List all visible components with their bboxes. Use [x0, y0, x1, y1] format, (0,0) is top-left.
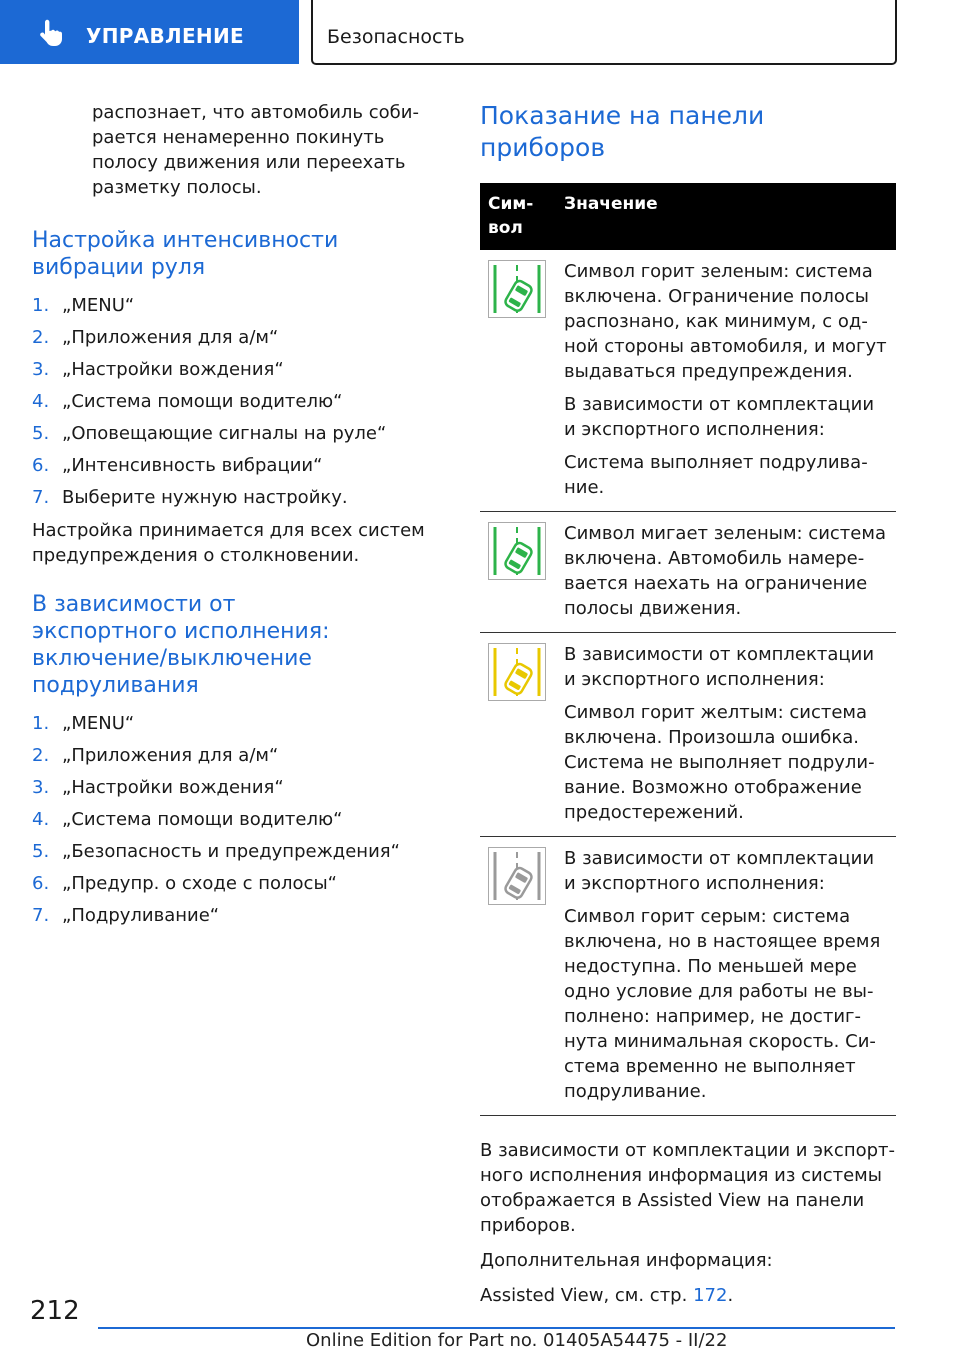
section-steering — [32, 591, 432, 935]
chapter-tab — [311, 0, 897, 65]
vibration-steps-list — [32, 293, 432, 517]
list-item: 2. „Приложения для а/м“ — [32, 327, 279, 348]
display-heading: Показание на панели приборов — [480, 101, 765, 162]
section-vibration — [32, 227, 432, 578]
table-row: В зависимости от комплектации и экспортного исполнения: Символ горит желтым: система включена. Произошла ошибка. Система не выполняет подруливание. Возможно отображение предостережений. — [480, 633, 896, 837]
list-item: 7. Выберите нужную настройку. — [32, 487, 348, 508]
hand-pointer-icon — [36, 18, 66, 48]
footer-divider — [98, 1327, 895, 1329]
list-item: 4. „Система помощи водителю“ — [32, 809, 343, 830]
table-row: Символ мигает зеленым: система включена. Автомобиль намеревается наехать на ограничение полосы движения. — [480, 512, 896, 633]
table-row: Символ горит зеленым: система включена. Ограничение полосы распознано, как минимум, с одной стороны автомобиля, и могут выдаваться предупреждения. В зависимости от комплектации и экспортного исполнения: Система выполняет подруливание. — [480, 250, 896, 512]
intro-text: распознает, что автомобиль собирается ненамеренно покинуть полосу движения или переехать разметку полосы. — [92, 102, 419, 198]
section-steering-heading: В зависимости от экспортного исполнения: включение/выключение подруливания — [32, 592, 330, 698]
list-item: 1. „MENU“ — [32, 713, 135, 734]
page-number: 212 — [30, 1296, 80, 1326]
table-header-meaning: Значение — [556, 183, 896, 250]
page-link[interactable]: 172 — [693, 1285, 728, 1306]
section-title: УПРАВЛЕНИЕ — [86, 24, 244, 48]
lane-assist-yellow-icon — [488, 643, 546, 701]
table-header-symbol: Символ — [480, 183, 556, 250]
list-item: 2. „Приложения для а/м“ — [32, 745, 279, 766]
edition-text: Online Edition for Part no. 01405A54475 - II/22 — [306, 1330, 728, 1351]
vibration-note: Настройка принимается для всех систем предупреждения о столкновении. — [32, 520, 425, 566]
chapter-title: Безопасность — [327, 26, 465, 48]
section-vibration-heading: Настройка интенсивности вибрации руля — [32, 228, 339, 280]
list-item: 5. „Безопасность и предупреждения“ — [32, 841, 400, 862]
list-item: 3. „Настройки вождения“ — [32, 777, 284, 798]
lane-assist-green-icon — [488, 260, 546, 318]
more-info-label: Дополнительная информация: — [480, 1250, 773, 1271]
right-column — [480, 100, 896, 1318]
list-item: 5. „Оповещающие сигналы на руле“ — [32, 423, 387, 444]
left-column — [92, 100, 452, 210]
table-row: В зависимости от комплектации и экспортного исполнения: Символ горит серым: система включена, но в настоящее время недоступна. По меньшей мере одно условие для работы не выполнено: например, не достигнута минимальная скорость. Система временно не выполняет подруливание. — [480, 837, 896, 1116]
list-item: 1. „MENU“ — [32, 295, 135, 316]
list-item: 6. „Предупр. о сходе с полосы“ — [32, 873, 337, 894]
section-tab — [0, 0, 299, 64]
list-item: 7. „Подруливание“ — [32, 905, 220, 926]
lane-assist-green-flashing-icon — [488, 522, 546, 580]
list-item: 6. „Интенсивность вибрации“ — [32, 455, 323, 476]
lane-assist-grey-icon — [488, 847, 546, 905]
symbol-table — [480, 183, 896, 1116]
after-table-text: В зависимости от комплектации и экспортного исполнения информация из системы отображается в Assisted View на панели приборов. — [480, 1140, 896, 1236]
list-item: 3. „Настройки вождения“ — [32, 359, 284, 380]
list-item: 4. „Система помощи водителю“ — [32, 391, 343, 412]
cross-reference: Assisted View, см. стр. 172. — [480, 1285, 734, 1306]
steering-steps-list — [32, 711, 432, 935]
